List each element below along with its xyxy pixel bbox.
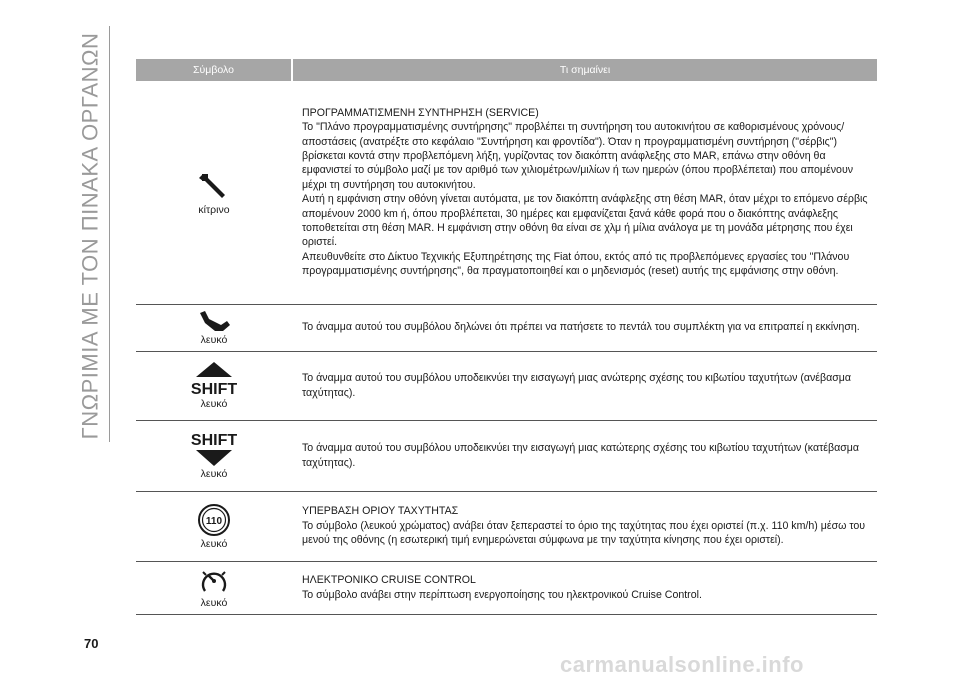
symbol-color-label: λευκό bbox=[200, 537, 228, 550]
chapter-divider bbox=[109, 26, 110, 442]
description-cell bbox=[292, 81, 877, 304]
table-row bbox=[136, 420, 877, 491]
description-cell bbox=[292, 491, 877, 561]
description-paragraph: Το "Πλάνο προγραμματισμένης συντήρησης" προβλέπει τη συντήρηση του αυτοκινήτου σε καθορισμένους χρόνους/αποστάσεις (ανατρέξτε στο κεφάλαιο "Συντήρηση και φροντίδα"). Όταν η προγραμματισμένη συντήρηση ("σέρβις") βρίσκεται κοντά στην προβλεπόμενη λήξη, γυρίζοντας τον διακόπτη ανάφλεξης στο MAR, επάνω στην οθόνη θα εμφανιστεί το σύμβολο μαζί με τον αριθμό των χιλιομέτρων/μιλίων ή των ημερών (όπου προβλέπεται) που απομένουν μέχρι τη συντήρηση του αυτοκινήτου. bbox=[302, 121, 854, 191]
description-paragraph: Το άναμμα αυτού του συμβόλου δηλώνει ότι πρέπει να πατήσετε το πεντάλ του συμπλέκτη για να επιτραπεί η εκκίνηση. bbox=[302, 321, 860, 334]
description-paragraph: ΗΛΕΚΤΡΟΝΙΚΟ CRUISE CONTROL bbox=[302, 574, 476, 587]
warning-symbols-table bbox=[136, 59, 877, 615]
table-header-row bbox=[136, 59, 877, 81]
symbol-color-label: κίτρινο bbox=[198, 203, 230, 216]
symbol-cell bbox=[136, 420, 292, 491]
symbol-cell bbox=[136, 351, 292, 420]
description-paragraph: Το άναμμα αυτού του συμβόλου υποδεικνύει την εισαγωγή μιας ανώτερης σχέσης του κιβωτίου ταχυτήτων (ανέβασμα ταχύτητας). bbox=[302, 372, 852, 399]
table-row bbox=[136, 561, 877, 614]
cruise-control-icon bbox=[199, 566, 229, 596]
watermark: carmanualsonline.info bbox=[560, 652, 804, 677]
wrench-icon bbox=[197, 169, 231, 203]
symbol-color-label: λευκό bbox=[200, 334, 228, 346]
description-cell bbox=[292, 351, 877, 420]
shift-up-icon bbox=[184, 361, 244, 397]
description-paragraph: Αυτή η εμφάνιση στην οθόνη γίνεται αυτόματα, με τον διακόπτη ανάφλεξης στη θέση MAR, όταν μέχρι το επόμενο σέρβις απομένουν 2000 km ή, όπου προβλέπεται, 30 ημέρες και εμφανίζεται ξανά κάθε φορά που ο διακόπτης ανάφλεξης τοποθετείται στη θέση MAR. Η εμφάνιση στην οθόνη θα είναι σε χλμ ή μίλια ανάλογα με τη μονάδα μέτρησης που έχει οριστεί. bbox=[302, 193, 868, 249]
description-cell bbox=[292, 420, 877, 491]
header-symbol: Σύμβολο bbox=[136, 59, 292, 81]
symbol-color-label: λευκό bbox=[200, 398, 228, 410]
table-row bbox=[136, 491, 877, 561]
clutch-pedal-icon bbox=[197, 309, 231, 333]
page-number: 70 bbox=[84, 636, 99, 651]
shift-down-icon bbox=[184, 431, 244, 467]
description-paragraph: ΠΡΟΓΡΑΜΜΑΤΙΣΜΕΝΗ ΣΥΝΤΗΡΗΣΗ (SERVICE) bbox=[302, 106, 539, 119]
svg-text:SHIFT: SHIFT bbox=[190, 432, 238, 449]
symbol-color-label: λευκό bbox=[200, 468, 228, 480]
description-paragraph: Το άναμμα αυτού του συμβόλου υποδεικνύει την εισαγωγή μιας κατώτερης σχέσης του κιβωτίου ταχυτήτων (κατέβασμα ταχύτητας). bbox=[302, 442, 859, 469]
description-cell bbox=[292, 561, 877, 614]
description-paragraph: Το σύμβολο (λευκού χρώματος) ανάβει όταν ξεπεραστεί το όριο της ταχύτητας που έχει οριστεί (π.χ. 110 km/h) μέσω του μενού της οθόνης (η εσωτερική τιμή ενημερώνεται σύμφωνα με την ταχύτητα κίνησης που έχει οριστεί). bbox=[302, 519, 866, 547]
chapter-title: ΓΝΩΡΙΜΙΑ ΜΕ ΤΟΝ ΠΙΝΑΚΑ ΟΡΓΑΝΩΝ bbox=[77, 32, 103, 439]
symbol-cell bbox=[136, 491, 292, 561]
symbol-cell bbox=[136, 304, 292, 351]
speed-limit-icon bbox=[197, 503, 231, 537]
svg-text:110: 110 bbox=[205, 515, 223, 527]
description-paragraph: Απευθυνθείτε στο Δίκτυο Τεχνικής Εξυπηρέτησης της Fiat όπου, εκτός από τις προβλεπόμενες εργασίες του "Πλάνου προγραμματισμένης συντήρησης", θα πραγματοποιηθεί και ο μηδενισμός (reset) αυτής της εμφάνισης στην οθόνη. bbox=[302, 250, 850, 278]
table-row bbox=[136, 351, 877, 420]
table-row bbox=[136, 304, 877, 351]
symbol-cell bbox=[136, 81, 292, 304]
svg-text:SHIFT: SHIFT bbox=[190, 381, 238, 397]
table-row bbox=[136, 81, 877, 304]
symbol-color-label: λευκό bbox=[200, 597, 228, 609]
header-meaning: Τι σημαίνει bbox=[292, 59, 877, 81]
description-cell bbox=[292, 304, 877, 351]
symbol-cell bbox=[136, 561, 292, 614]
description-paragraph: Το σύμβολο ανάβει στην περίπτωση ενεργοποίησης του ηλεκτρονικού Cruise Control. bbox=[302, 588, 702, 601]
description-paragraph: ΥΠΕΡΒΑΣΗ ΟΡΙΟΥ ΤΑΧΥΤΗΤΑΣ bbox=[302, 505, 459, 518]
